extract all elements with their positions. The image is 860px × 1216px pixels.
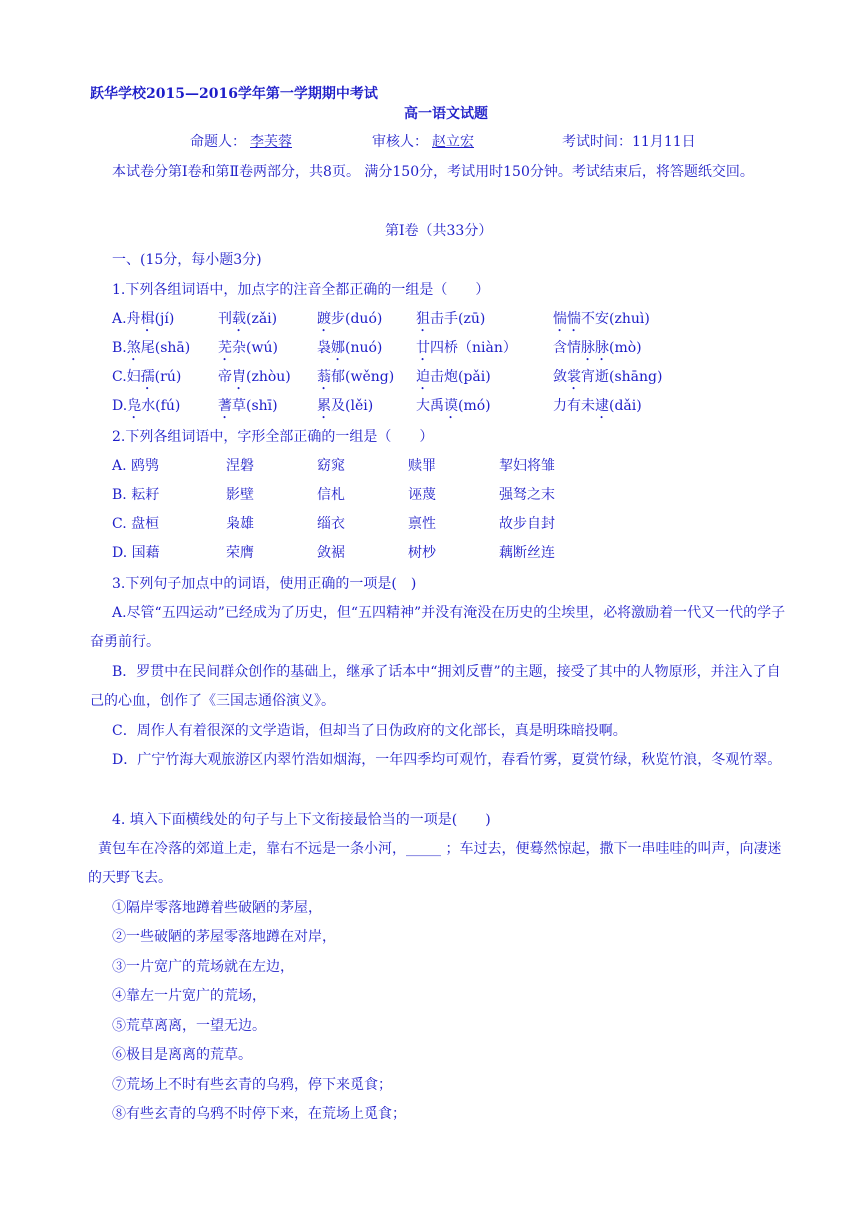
q2-d-5: 藕断丝连 [499, 545, 555, 561]
q1-b-4: 廿四桥（niàn） [416, 340, 517, 356]
setter-name: 李芙蓉 [250, 134, 292, 150]
q4-option-8: ⑧有些玄青的乌鸦不时停下来，在荒场上觅食； [112, 1106, 406, 1122]
q1-d-3: 累及(lěi) [317, 398, 374, 414]
q1-b-5: 含情脉脉(mò) [553, 340, 642, 356]
exam-title: 高一语文试题 [404, 106, 488, 122]
q3-stem: 3.下列句子加点中的词语，使用正确的一项是( ) [112, 576, 417, 592]
reviewer-label: 审核人： [372, 134, 428, 150]
intro-text: 本试卷分第Ⅰ卷和第Ⅱ卷两部分，共8页。 满分150分，考试用时150分钟。考试结束后，将答题纸交回。 [112, 164, 754, 180]
q4-option-5: ⑤荒草离离，一望无边。 [112, 1018, 266, 1034]
q2-a-2: 涅磐 [226, 458, 254, 474]
q4-option-4: ④靠左一片宽广的荒场， [112, 988, 266, 1004]
q4-option-3: ③一片宽广的荒场就在左边， [112, 959, 294, 975]
q2-c-2: 枭雄 [226, 516, 254, 532]
exam-time: 考试时间：11月11日 [562, 134, 696, 150]
q3-d-text: D．广宁竹海大观旅游区内翠竹浩如烟海，一年四季均可观竹，春看竹雾，夏赏竹绿，秋览竹浪，冬观竹翠。 [112, 752, 782, 768]
q4-passage [88, 835, 792, 893]
q2-a-4: 赎罪 [408, 458, 436, 474]
q1-b-2: 芜杂(wú) [218, 340, 278, 356]
q2-d-2: 荣膺 [226, 545, 254, 561]
q1-c-4: 迫击炮(pǎi) [416, 369, 491, 385]
q2-c-4: 禀性 [408, 516, 436, 532]
q4-option-6: ⑥极目是离离的荒草。 [112, 1047, 252, 1063]
q1-d-1: D.凫水(fú) [112, 398, 181, 414]
q1-a-4: 狙击手(zū) [416, 311, 486, 327]
q1-a-1: A.舟楫(jí) [112, 311, 175, 327]
q2-b-4: 诬蔑 [408, 487, 436, 503]
q1-a-2: 刊载(zǎi) [218, 311, 278, 327]
school-header: 跃华学校2015—2016学年第一学期期中考试 [90, 86, 378, 102]
q2-stem: 2.下列各组词语中，字形全部正确的一组是（ ） [112, 429, 434, 445]
q4-option-7: ⑦荒场上不时有些玄青的乌鸦，停下来觅食； [112, 1077, 392, 1093]
q1-d-2: 蓍草(shī) [218, 398, 278, 414]
q3-option-c [90, 717, 790, 746]
q2-c-1: C. 盘桓 [112, 516, 160, 532]
volume-title: 第Ⅰ卷（共33分） [385, 223, 493, 239]
q1-c-3: 蓊郁(wěng) [317, 369, 395, 385]
q2-d-1: D. 国藉 [112, 545, 160, 561]
q2-d-4: 树杪 [408, 545, 436, 561]
q1-c-2: 帝胄(zhòu) [218, 369, 291, 385]
q2-b-5: 强驽之末 [499, 487, 555, 503]
q2-b-3: 信札 [317, 487, 345, 503]
q4-passage-text: 黄包车在冷落的郊道上走，靠右不远是一条小河，_____ ；车过去，便蓦然惊起，撒下一串哇哇的叫声，向凄迷的天野飞去。 [88, 841, 782, 886]
q3-option-d [90, 746, 790, 775]
q2-b-2: 影壁 [226, 487, 254, 503]
q1-b-3: 袅娜(nuó) [317, 340, 383, 356]
setter-label: 命题人： [190, 134, 246, 150]
q2-a-5: 挈妇将雏 [499, 458, 555, 474]
q3-a-text: A.尽管“五四运动”已经成为了历史，但“五四精神”并没有淹没在历史的尘埃里，必将激励着一代又一代的学子奋勇前行。 [90, 605, 786, 650]
q3-c-text: C．周作人有着很深的文学造诣，但却当了日伪政府的文化部长，真是明珠暗投啊。 [112, 723, 627, 739]
q1-stem: 1.下列各组词语中，加点字的注音全都正确的一组是（ ） [112, 282, 490, 298]
section-heading: 一、(15分，每小题3分) [112, 252, 262, 268]
q4-option-1: ①隔岸零落地蹲着些破陋的茅屋， [112, 900, 322, 916]
q2-c-3: 缁衣 [317, 516, 345, 532]
q2-b-1: B. 耘耔 [112, 487, 160, 503]
q1-c-5: 敛裳宵逝(shāng) [553, 369, 663, 385]
q1-a-3: 踱步(duó) [317, 311, 383, 327]
q2-options [112, 456, 732, 576]
q3-option-b [90, 658, 790, 716]
q3-option-a [90, 599, 790, 657]
reviewer-name: 赵立宏 [432, 134, 474, 150]
q1-d-5: 力有未逮(dǎi) [553, 398, 642, 414]
q2-a-3: 窈窕 [317, 458, 345, 474]
q4-option-2: ②一些破陋的茅屋零落地蹲在对岸， [112, 929, 336, 945]
q3-b-text: B．罗贯中在民间群众创作的基础上，继承了话本中“拥刘反曹”的主题，接受了其中的人物原形，并注入了自己的心血，创作了《三国志通俗演义》。 [90, 664, 781, 709]
q2-c-5: 故步自封 [499, 516, 555, 532]
q1-options [112, 309, 732, 429]
q1-c-1: C.妇孺(rú) [112, 369, 182, 385]
q1-b-1: B.煞尾(shā) [112, 340, 191, 356]
q2-a-1: A. 鸥鸮 [112, 458, 160, 474]
q1-d-4: 大禹谟(mó) [416, 398, 491, 414]
q2-d-3: 敛裾 [317, 545, 345, 561]
intro-paragraph [90, 158, 790, 187]
q4-stem: 4. 填入下面横线处的句子与上下文衔接最恰当的一项是( ) [112, 812, 491, 828]
q1-a-5: 惴惴不安(zhuì) [553, 311, 650, 327]
